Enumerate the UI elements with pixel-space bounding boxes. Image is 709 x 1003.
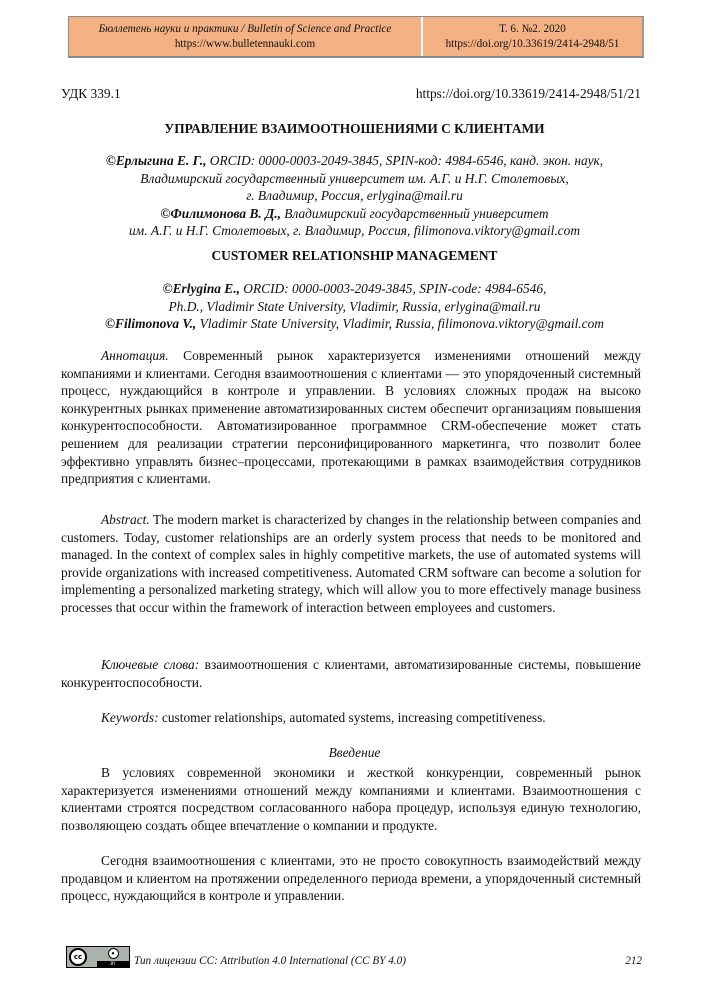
cc-by-license-icon[interactable] — [66, 946, 130, 968]
author-en-1-line-2: Ph.D., Vladimir State University, Vladimir, Russia, erlygina@mail.ru — [168, 298, 541, 314]
article-doi-link[interactable]: https://doi.org/10.33619/2414-2948/51/21 — [415, 86, 641, 101]
intro-paragraph-2: Сегодня взаимоотношения с клиентами, это не просто совокупность взаимодействий между продавцом и клиентом на протяжении определенного периода времени, а упорядоченный системный процесс, нуждающийся в контроле и управлении. — [61, 853, 641, 904]
author-en-1-line-1 — [0, 280, 709, 298]
by-icon — [97, 947, 129, 967]
keywords-ru-text: взаимоотношения с клиентами, автоматизированные системы, повышение конкурентоспособности. — [61, 657, 641, 690]
issue-info: Т. 6. №2. 2020 — [499, 22, 566, 35]
keywords-en-text: customer relationships, automated systems, increasing competitiveness. — [158, 710, 546, 725]
author-en-1-name: ©Erlygina E., — [162, 281, 240, 296]
author-ru-1-line-1 — [0, 152, 709, 170]
license-text: Тип лицензии CC: Attribution 4.0 International (CC BY 4.0) — [134, 955, 406, 967]
intro-paragraph-1: В условиях современной экономики и жесткой конкуренции, современный рынок характеризуется изменениями отношений между компаниями и клиентами. Взаимоотношения с клиентами строятся посредством согласованного набора процедур, используя единую технологию, позволяющею создать общее впечатление о компании и продукте. — [61, 765, 641, 833]
keywords-en — [61, 709, 641, 727]
by-label: BY — [97, 961, 129, 967]
journal-header-box — [68, 16, 644, 58]
cc-icon: cc — [69, 948, 87, 966]
author-ru-2-name: ©Филимонова В. Д., — [160, 205, 281, 221]
journal-site-link[interactable]: https://www.bulletennauki.com — [174, 37, 316, 50]
annotation-ru — [61, 347, 641, 488]
title-en: CUSTOMER RELATIONSHIP MANAGEMENT — [211, 248, 498, 263]
author-en-2-name: ©Filimonova V., — [105, 316, 197, 332]
author-en-2-affiliation: Vladimir State University, Vladimir, Russia, filimonova.viktory@gmail.com — [196, 316, 604, 332]
page-number: 212 — [625, 955, 642, 967]
journal-header-right — [423, 17, 642, 56]
keywords-en-label: Keywords: — [101, 710, 159, 725]
author-ru-1-credentials: ORCID: 0000-0003-2049-3845, SPIN-код: 4984-6546, канд. экон. наук, — [206, 153, 604, 168]
section-heading-intro: Введение — [328, 745, 381, 760]
author-ru-1-line-2: Владимирский государственный университет им. А.Г. и Н.Г. Столетовых, — [140, 170, 569, 186]
title-ru: УПРАВЛЕНИЕ ВЗАИМООТНОШЕНИЯМИ С КЛИЕНТАМИ — [164, 121, 545, 136]
annotation-label: Аннотация. — [101, 348, 169, 363]
abstract-text: The modern market is characterized by changes in the relationship between companies and customers. Today, customer relationships are an orderly system process that needs to be monitored and managed. In the context of complex sales in highly competitive markets, the use of automated systems will provide organizations with increased competitiveness. Automated CRM software can become a solution for implementing a personalized marketing strategy, which will allow you to more effectively manage business processes that occur within the framework of interaction between employees and customers. — [61, 512, 641, 615]
abstract-label: Abstract. — [101, 512, 150, 527]
author-en-2-line-1 — [0, 315, 709, 333]
person-icon: • — [108, 948, 119, 959]
author-en-1-credentials: ORCID: 0000-0003-2049-3845, SPIN-code: 4984-6546, — [239, 281, 547, 296]
authors-ru — [0, 152, 709, 240]
keywords-ru — [61, 656, 641, 691]
author-ru-1-line-3: г. Владимир, Россия, erlygina@mail.ru — [246, 188, 463, 204]
meta-row — [61, 86, 641, 102]
udk-code: УДК 339.1 — [61, 86, 121, 101]
journal-name: Бюллетень науки и практики / Bulletin of Science and Practice — [98, 22, 392, 35]
author-ru-1-name: ©Ерлыгина Е. Г., — [105, 153, 207, 168]
keywords-ru-label: Ключевые слова: — [101, 657, 200, 672]
authors-en — [0, 280, 709, 333]
abstract-en — [61, 511, 641, 617]
author-ru-2-affiliation: Владимирский государственный университет — [280, 205, 549, 221]
author-ru-2-line-2: им. А.Г. и Н.Г. Столетовых, г. Владимир, Россия, filimonova.viktory@gmail.com — [128, 223, 580, 239]
issue-doi-link[interactable]: https://doi.org/10.33619/2414-2948/51 — [445, 37, 620, 50]
page-footer — [66, 942, 642, 968]
journal-header-left — [69, 17, 421, 56]
annotation-text: Современный рынок характеризуется изменениями отношений между компаниями и клиентами. Сегодня взаимоотношения с клиентами — это упорядоченный системный процесс, нуждающийся в контроле и управлении. В условиях сложных продаж на высоко конкурентных рынках применение автоматизированных систем обеспечит организациям повышения конкурентоспособности. Автоматизированное программное CRM-обеспечение может стать решением для реализации стратегии персонифицированного маркетинга, что позволит более эффективно управлять бизнес–процессами, протекающими в рамках взаимодействия сотрудников предприятия с клиентами. — [61, 348, 641, 487]
author-ru-2-line-1 — [0, 205, 709, 223]
